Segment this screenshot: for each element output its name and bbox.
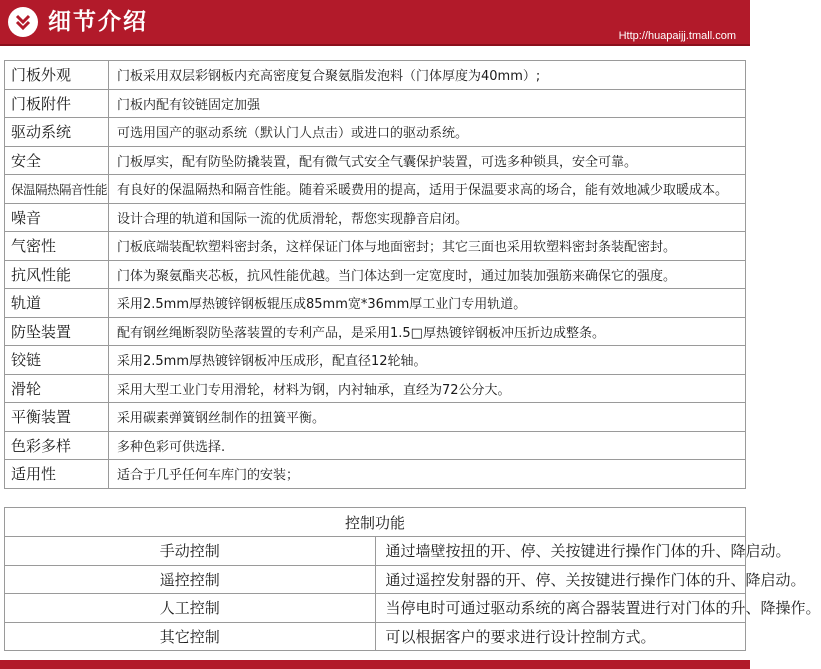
spec-row (5, 175, 746, 204)
spec-label: 平衡装置 (5, 403, 109, 432)
spec-label: 轨道 (5, 289, 109, 318)
spec-value: 配有钢丝绳断裂防坠落装置的专利产品，是采用1.5□厚热镀锌钢板冲压折边成整条。 (109, 317, 746, 346)
spec-value: 采用2.5mm厚热镀锌钢板冲压成形，配直径12轮轴。 (109, 346, 746, 375)
spec-table (4, 60, 746, 489)
control-value: 可以根据客户的要求进行设计控制方式。 (375, 622, 746, 651)
control-table-title: 控制功能 (5, 508, 746, 537)
spec-value: 可选用国产的驱动系统（默认门人点击）或进口的驱动系统。 (109, 118, 746, 147)
spec-value: 有良好的保温隔热和隔音性能。随着采暖费用的提高，适用于保温要求高的场合，能有效地减少取暖成本。 (109, 175, 746, 204)
spec-value: 门体为聚氨酯夹芯板，抗风性能优越。当门体达到一定宽度时，通过加装加强筋来确保它的强度。 (109, 260, 746, 289)
control-table (4, 507, 821, 651)
control-value: 通过墙壁按扭的开、停、关按键进行操作门体的升、降启动。 (375, 537, 746, 566)
control-label: 人工控制 (5, 594, 376, 623)
control-label: 其它控制 (5, 622, 376, 651)
section-header (0, 0, 750, 46)
control-label: 遥控控制 (5, 565, 376, 594)
spec-label: 铰链 (5, 346, 109, 375)
spec-label: 门板外观 (5, 61, 109, 90)
spec-label: 保温隔热隔音性能 (5, 175, 109, 204)
control-row (5, 622, 746, 651)
section-title: 细节介绍 (48, 9, 148, 35)
spec-row (5, 460, 746, 489)
spec-label: 噪音 (5, 203, 109, 232)
spec-label: 抗风性能 (5, 260, 109, 289)
spec-value: 采用碳素弹簧钢丝制作的扭簧平衡。 (109, 403, 746, 432)
spec-label: 滑轮 (5, 374, 109, 403)
control-row (5, 537, 746, 566)
spec-row (5, 118, 746, 147)
footer-divider (0, 660, 750, 669)
spec-row (5, 346, 746, 375)
control-value: 通过遥控发射器的开、停、关按键进行操作门体的升、降启动。 (375, 565, 746, 594)
store-url[interactable]: Http://huapaijj.tmall.com (618, 30, 736, 42)
spec-label: 防坠装置 (5, 317, 109, 346)
control-label: 手动控制 (5, 537, 376, 566)
spec-row (5, 374, 746, 403)
spec-label: 气密性 (5, 232, 109, 261)
spec-row (5, 89, 746, 118)
spec-value: 门板底端装配软塑料密封条，这样保证门体与地面密封；其它三面也采用软塑料密封条装配密封。 (109, 232, 746, 261)
spec-row (5, 260, 746, 289)
chevron-down-double-icon (8, 7, 38, 37)
spec-label: 驱动系统 (5, 118, 109, 147)
spec-label: 门板附件 (5, 89, 109, 118)
spec-row (5, 431, 746, 460)
control-row (5, 565, 746, 594)
spec-value: 设计合理的轨道和国际一流的优质滑轮，帮您实现静音启闭。 (109, 203, 746, 232)
spec-value: 门板厚实，配有防坠防撬装置，配有微气式安全气囊保护装置，可选多种锁具，安全可靠。 (109, 146, 746, 175)
spec-row (5, 232, 746, 261)
spec-label: 安全 (5, 146, 109, 175)
spec-row (5, 61, 746, 90)
spec-value: 多种色彩可供选择. (109, 431, 746, 460)
spec-label: 适用性 (5, 460, 109, 489)
spec-value: 采用大型工业门专用滑轮，材料为钢，内衬轴承，直经为72公分大。 (109, 374, 746, 403)
spec-row (5, 146, 746, 175)
spec-value: 适合于几乎任何车库门的安装； (109, 460, 746, 489)
spec-row (5, 289, 746, 318)
control-value: 当停电时可通过驱动系统的离合器装置进行对门体的升、降操作。 (375, 594, 746, 623)
spec-row (5, 317, 746, 346)
control-table-header-row (5, 508, 746, 537)
spec-row (5, 403, 746, 432)
spec-value: 门板内配有铰链固定加强 (109, 89, 746, 118)
spec-row (5, 203, 746, 232)
spec-label: 色彩多样 (5, 431, 109, 460)
spec-value: 采用2.5mm厚热镀锌钢板辊压成85mm宽*36mm厚工业门专用轨道。 (109, 289, 746, 318)
spec-value: 门板采用双层彩钢板内充高密度复合聚氨脂发泡料（门体厚度为40mm）; (109, 61, 746, 90)
control-row (5, 594, 746, 623)
